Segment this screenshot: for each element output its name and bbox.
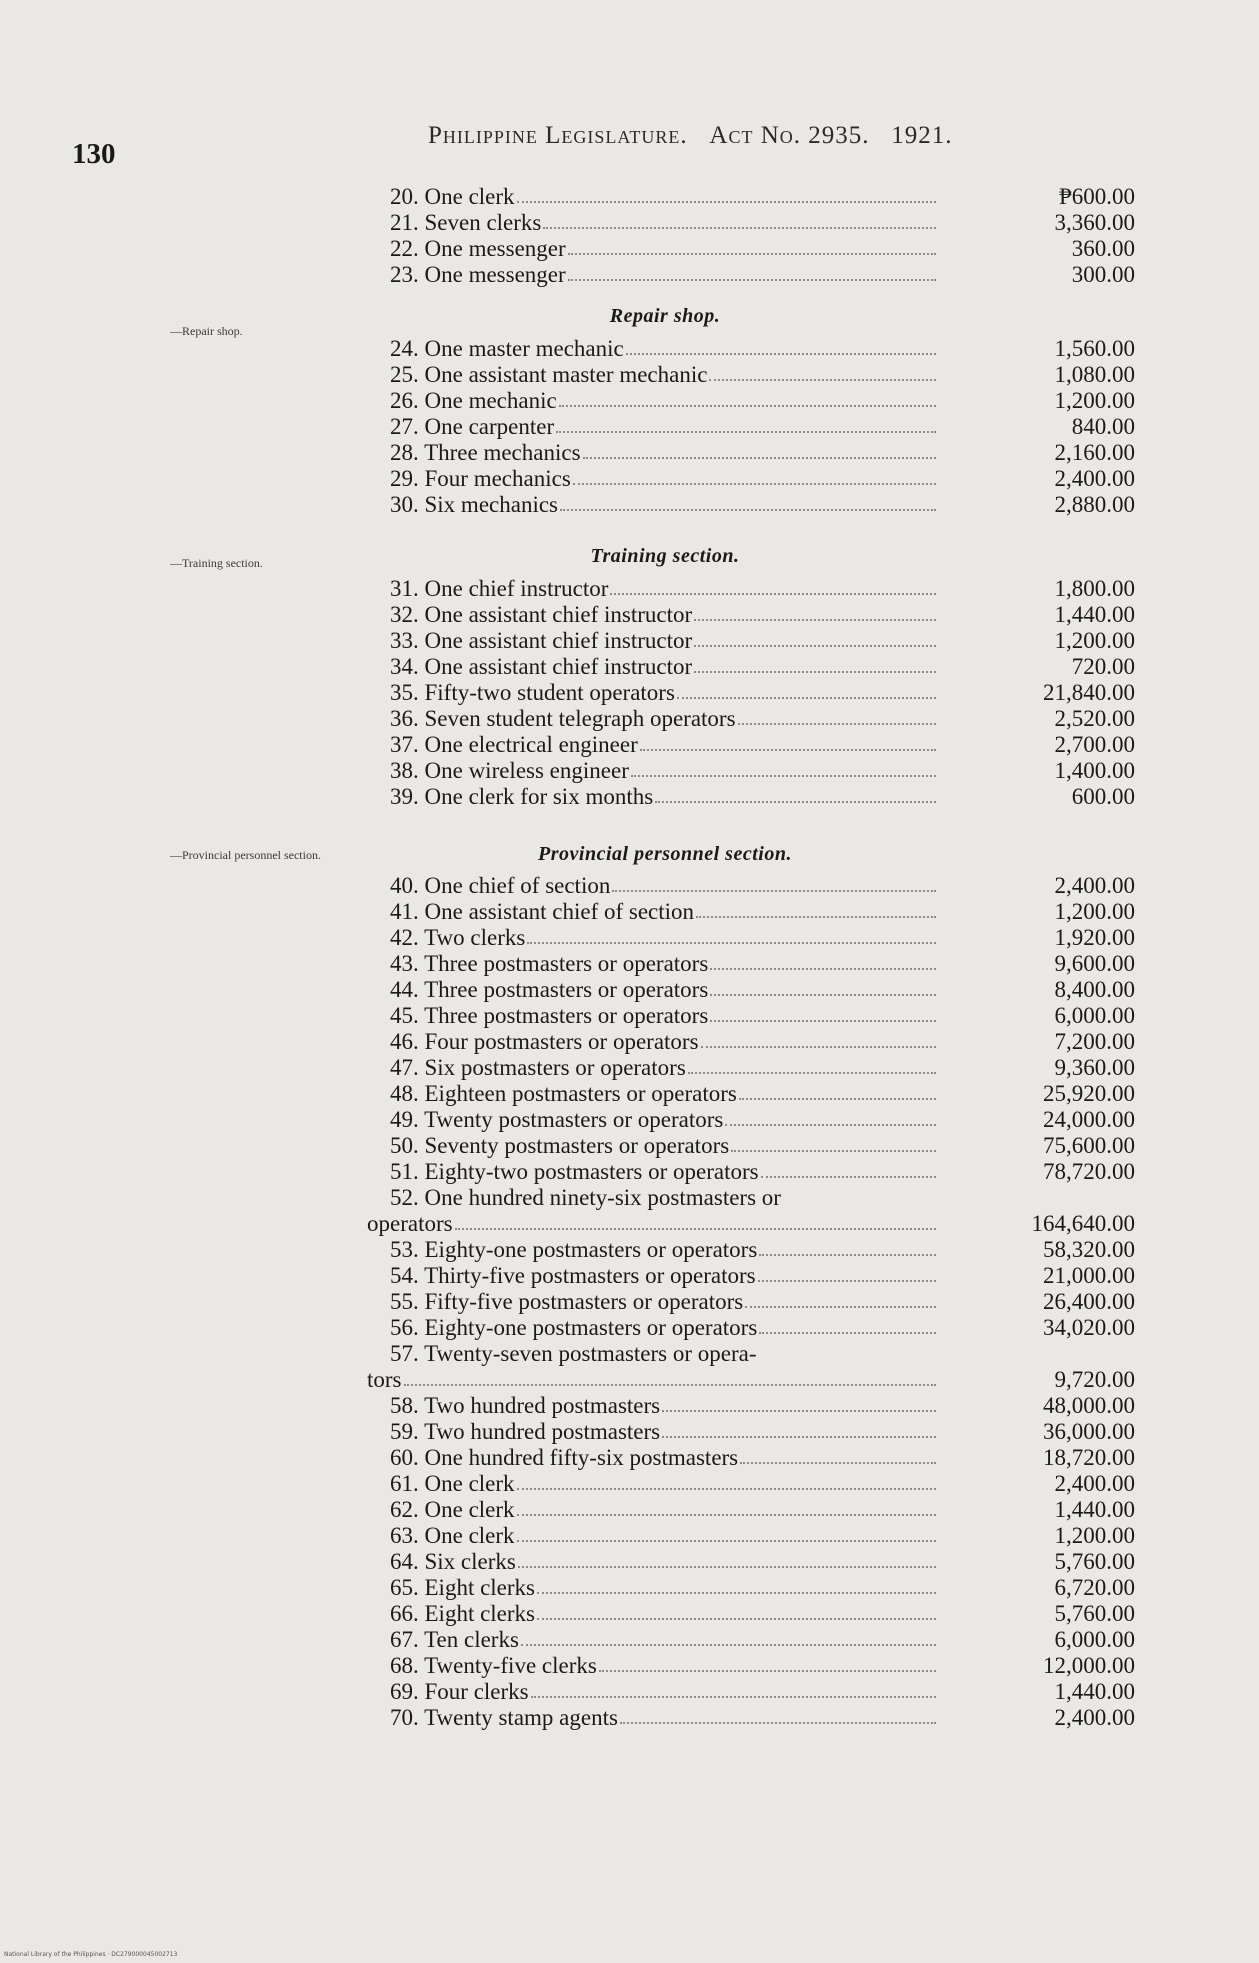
item-description (390, 1704, 940, 1731)
table-row (0, 1574, 1259, 1601)
scan-credit: National Library of the Philippines · DC279000045002713 (4, 1951, 178, 1958)
table-row (0, 1626, 1259, 1653)
running-head (428, 122, 1068, 150)
table-row (0, 1236, 1259, 1263)
dot-leader (455, 1228, 936, 1230)
dot-leader (694, 645, 936, 647)
dot-leader (694, 671, 936, 673)
item-text: 58. Two hundred postmasters (390, 1393, 661, 1418)
item-description (390, 183, 940, 210)
item-description (390, 950, 940, 977)
table-row (0, 439, 1259, 466)
dot-leader (694, 619, 936, 621)
item-text: 31. One chief instructor (390, 576, 609, 601)
item-text: 47. Six postmasters or operators (390, 1055, 686, 1080)
item-text: 68. Twenty-five clerks (390, 1653, 597, 1678)
item-amount: 2,400.00 (1054, 873, 1135, 898)
item-text: 25. One assistant master mechanic (390, 362, 708, 387)
dot-leader (556, 431, 936, 433)
margin-note-provincial-personnel: —Provincial personnel section. (170, 848, 321, 862)
item-amount: 78,720.00 (1043, 1159, 1135, 1184)
table-row (0, 1080, 1259, 1107)
item-text: 44. Three postmasters or operators (390, 977, 709, 1002)
item-text: 54. Thirty-five postmasters or operators (390, 1263, 756, 1288)
table-row (0, 1496, 1259, 1523)
item-amount: 360.00 (1071, 236, 1135, 261)
item-amount: 26,400.00 (1043, 1289, 1135, 1314)
item-text: 29. Four mechanics (390, 466, 571, 491)
table-row (0, 1678, 1259, 1705)
table-row (0, 1600, 1259, 1627)
section-heading-training-section: Training section. (590, 545, 740, 567)
item-text: 32. One assistant chief instructor (390, 602, 693, 627)
dot-leader (543, 227, 936, 229)
item-text: 41. One assistant chief of section (390, 899, 695, 924)
item-text: 49. Twenty postmasters or operators (390, 1107, 724, 1132)
item-amount: 2,700.00 (1054, 732, 1135, 757)
item-amount: 21,840.00 (1043, 680, 1135, 705)
item-description (390, 1288, 940, 1315)
item-amount: 58,320.00 (1043, 1237, 1135, 1262)
item-text: 55. Fifty-five postmasters or operators (390, 1289, 744, 1314)
item-description (390, 1054, 940, 1081)
item-description (390, 1262, 940, 1289)
item-text: 51. Eighty-two postmasters or operators (390, 1159, 759, 1184)
item-amount: 840.00 (1071, 414, 1135, 439)
dot-leader (559, 405, 936, 407)
item-text: 59. Two hundred postmasters (390, 1419, 661, 1444)
item-text: 35. Fifty-two student operators (390, 680, 675, 705)
item-amount: 1,440.00 (1054, 1679, 1135, 1704)
table-row (0, 235, 1259, 262)
item-description (390, 1158, 940, 1185)
table-row (0, 1054, 1259, 1081)
item-description (390, 1418, 940, 1445)
item-text: 33. One assistant chief instructor (390, 628, 693, 653)
item-text: tors (367, 1367, 402, 1392)
item-amount: 36,000.00 (1043, 1419, 1135, 1444)
table-row (0, 183, 1259, 210)
item-amount: 1,800.00 (1054, 576, 1135, 601)
item-description (390, 1652, 940, 1679)
item-amount: 5,760.00 (1054, 1601, 1135, 1626)
table-row (0, 783, 1259, 810)
item-description (390, 1314, 940, 1341)
table-row (0, 1132, 1259, 1159)
dot-leader (517, 1514, 936, 1516)
dot-leader (696, 916, 936, 918)
dot-leader (626, 353, 936, 355)
page-number: 130 (72, 138, 116, 170)
dot-leader (677, 697, 936, 699)
dot-leader (631, 775, 936, 777)
item-description (390, 1548, 940, 1575)
item-text: 23. One messenger (390, 262, 566, 287)
table-row (0, 1184, 1259, 1211)
item-text: 50. Seventy postmasters or operators (390, 1133, 730, 1158)
item-description (390, 705, 940, 732)
item-amount: 6,720.00 (1054, 1575, 1135, 1600)
item-description (390, 361, 940, 388)
table-row (0, 1158, 1259, 1185)
item-description (390, 1444, 940, 1471)
dot-leader (701, 1046, 936, 1048)
table-row (0, 1366, 1259, 1393)
item-description (390, 1496, 940, 1523)
table-row (0, 1028, 1259, 1055)
dot-leader (568, 253, 936, 255)
dot-leader (710, 968, 936, 970)
item-description (390, 575, 940, 602)
item-description (390, 387, 940, 414)
item-amount: 24,000.00 (1043, 1107, 1135, 1132)
item-amount: 1,200.00 (1054, 388, 1135, 413)
item-amount: 164,640.00 (1031, 1211, 1135, 1236)
item-amount: 75,600.00 (1043, 1133, 1135, 1158)
item-text: 38. One wireless engineer (390, 758, 629, 783)
dot-leader (725, 1124, 936, 1126)
item-description (390, 679, 940, 706)
item-text: 34. One assistant chief instructor (390, 654, 693, 679)
dot-leader (709, 379, 936, 381)
item-text: 70. Twenty stamp agents (390, 1705, 618, 1730)
dot-leader (573, 483, 936, 485)
item-amount: 25,920.00 (1043, 1081, 1135, 1106)
dot-leader (662, 1410, 936, 1412)
item-description (367, 1210, 940, 1237)
item-text: 45. Three postmasters or operators (390, 1003, 709, 1028)
table-row (0, 1652, 1259, 1679)
running-head-year: 1921. (891, 122, 953, 149)
item-text: 43. Three postmasters or operators (390, 951, 709, 976)
item-description (390, 731, 940, 758)
item-text: 66. Eight clerks (390, 1601, 535, 1626)
item-text: 20. One clerk (390, 184, 515, 209)
dot-leader (655, 801, 936, 803)
dot-leader (620, 1722, 936, 1724)
item-text: 56. Eighty-one postmasters or operators (390, 1315, 758, 1340)
section-heading-repair-shop: Repair shop. (609, 305, 721, 327)
item-description (390, 235, 940, 262)
item-description (390, 1002, 940, 1029)
dot-leader (531, 1696, 936, 1698)
table-row (0, 705, 1259, 732)
item-text: 57. Twenty-seven postmasters or opera- (390, 1341, 757, 1366)
item-amount: 8,400.00 (1054, 977, 1135, 1002)
item-text: 24. One master mechanic (390, 336, 624, 361)
item-text: 27. One carpenter (390, 414, 555, 439)
item-description (390, 1392, 940, 1419)
table-row (0, 575, 1259, 602)
item-text: 53. Eighty-one postmasters or operators (390, 1237, 758, 1262)
dot-leader (610, 593, 936, 595)
item-text: 46. Four postmasters or operators (390, 1029, 699, 1054)
item-description (390, 1678, 940, 1705)
table-row (0, 1548, 1259, 1575)
item-amount: 21,000.00 (1043, 1263, 1135, 1288)
dot-leader (518, 1566, 936, 1568)
item-text: 48. Eighteen postmasters or operators (390, 1081, 737, 1106)
running-head-act: Act No. 2935. (709, 122, 870, 149)
item-description (390, 1106, 940, 1133)
item-description (390, 898, 940, 925)
table-row (0, 627, 1259, 654)
item-amount: 2,160.00 (1054, 440, 1135, 465)
item-amount: 1,920.00 (1054, 925, 1135, 950)
item-amount: 18,720.00 (1043, 1445, 1135, 1470)
dot-leader (537, 1592, 936, 1594)
item-text: 39. One clerk for six months (390, 784, 654, 809)
item-description (390, 872, 940, 899)
item-amount: 600.00 (1071, 784, 1135, 809)
item-amount: 2,400.00 (1054, 1705, 1135, 1730)
dot-leader (710, 1020, 936, 1022)
item-text: 64. Six clerks (390, 1549, 516, 1574)
item-amount: 9,600.00 (1054, 951, 1135, 976)
table-row (0, 261, 1259, 288)
table-row (0, 361, 1259, 388)
table-row (0, 731, 1259, 758)
item-description (390, 976, 940, 1003)
item-description (390, 1600, 940, 1627)
item-description (390, 1184, 940, 1211)
item-description (390, 1574, 940, 1601)
item-description (367, 1366, 940, 1393)
item-text: 65. Eight clerks (390, 1575, 535, 1600)
table-row (0, 1704, 1259, 1731)
table-row (0, 387, 1259, 414)
dot-leader (517, 201, 936, 203)
item-description (390, 209, 940, 236)
item-amount: 2,880.00 (1054, 492, 1135, 517)
dot-leader (731, 1150, 936, 1152)
item-amount: 1,440.00 (1054, 602, 1135, 627)
item-description (390, 1470, 940, 1497)
table-row (0, 653, 1259, 680)
table-row (0, 1418, 1259, 1445)
item-amount: 1,200.00 (1054, 899, 1135, 924)
item-text: 42. Two clerks (390, 925, 526, 950)
item-description (390, 1028, 940, 1055)
item-text: 69. Four clerks (390, 1679, 529, 1704)
dot-leader (521, 1644, 936, 1646)
dot-leader (740, 1462, 936, 1464)
table-row (0, 1314, 1259, 1341)
margin-note-repair-shop: —Repair shop. (170, 324, 243, 338)
item-text: 52. One hundred ninety-six postmasters or (390, 1185, 781, 1210)
dot-leader (560, 509, 936, 511)
item-amount: 9,360.00 (1054, 1055, 1135, 1080)
item-description (390, 1522, 940, 1549)
table-row (0, 757, 1259, 784)
item-text: 62. One clerk (390, 1497, 515, 1522)
item-amount: 2,400.00 (1054, 466, 1135, 491)
dot-leader (517, 1488, 936, 1490)
item-description (390, 757, 940, 784)
dot-leader (758, 1280, 936, 1282)
table-row (0, 1210, 1259, 1237)
dot-leader (527, 942, 936, 944)
item-amount: 720.00 (1071, 654, 1135, 679)
item-description (390, 1080, 940, 1107)
table-row (0, 465, 1259, 492)
table-row (0, 898, 1259, 925)
item-amount: 1,400.00 (1054, 758, 1135, 783)
table-row (0, 1106, 1259, 1133)
item-description (390, 335, 940, 362)
item-amount: 6,000.00 (1054, 1003, 1135, 1028)
item-description (390, 465, 940, 492)
dot-leader (640, 749, 936, 751)
table-row (0, 335, 1259, 362)
dot-leader (662, 1436, 936, 1438)
table-row (0, 1002, 1259, 1029)
table-row (0, 976, 1259, 1003)
table-row (0, 491, 1259, 518)
table-row (0, 1392, 1259, 1419)
dot-leader (537, 1618, 936, 1620)
item-amount: 300.00 (1071, 262, 1135, 287)
item-text: 60. One hundred fifty-six postmasters (390, 1445, 739, 1470)
table-row (0, 209, 1259, 236)
dot-leader (599, 1670, 936, 1672)
table-row (0, 1522, 1259, 1549)
dot-leader (404, 1384, 937, 1386)
margin-note-training-section: —Training section. (170, 556, 263, 570)
item-text: 21. Seven clerks (390, 210, 542, 235)
table-row (0, 1444, 1259, 1471)
item-description (390, 413, 940, 440)
item-amount: 1,200.00 (1054, 1523, 1135, 1548)
section-heading-provincial-personnel: Provincial personnel section. (538, 843, 792, 865)
item-description (390, 783, 940, 810)
item-text: 61. One clerk (390, 1471, 515, 1496)
item-description (390, 1626, 940, 1653)
dot-leader (761, 1176, 936, 1178)
item-amount: 48,000.00 (1043, 1393, 1135, 1418)
dot-leader (759, 1332, 936, 1334)
item-amount: 1,440.00 (1054, 1497, 1135, 1522)
dot-leader (583, 457, 936, 459)
item-amount: 2,400.00 (1054, 1471, 1135, 1496)
item-amount: 34,020.00 (1043, 1315, 1135, 1340)
item-amount: 7,200.00 (1054, 1029, 1135, 1054)
item-description (390, 924, 940, 951)
item-text: 22. One messenger (390, 236, 566, 261)
item-amount: 12,000.00 (1043, 1653, 1135, 1678)
item-amount: 9,720.00 (1054, 1367, 1135, 1392)
item-amount: 1,200.00 (1054, 628, 1135, 653)
item-description (390, 1236, 940, 1263)
item-text: 40. One chief of section (390, 873, 611, 898)
item-description (390, 1132, 940, 1159)
table-row (0, 872, 1259, 899)
dot-leader (710, 994, 936, 996)
item-text: 30. Six mechanics (390, 492, 558, 517)
table-row (0, 413, 1259, 440)
dot-leader (688, 1072, 936, 1074)
table-row (0, 1288, 1259, 1315)
item-text: 26. One mechanic (390, 388, 557, 413)
item-description (390, 627, 940, 654)
item-amount: ₱600.00 (1058, 184, 1135, 209)
item-text: 36. Seven student telegraph operators (390, 706, 736, 731)
dot-leader (739, 1098, 936, 1100)
table-row (0, 1340, 1259, 1367)
item-text: 28. Three mechanics (390, 440, 581, 465)
item-description (390, 601, 940, 628)
running-head-title: Philippine Legislature. (428, 122, 688, 149)
table-row (0, 924, 1259, 951)
item-amount: 1,080.00 (1054, 362, 1135, 387)
dot-leader (568, 279, 936, 281)
dot-leader (745, 1306, 936, 1308)
item-text: operators (367, 1211, 453, 1236)
item-description (390, 1340, 940, 1367)
dot-leader (759, 1254, 936, 1256)
item-text: 37. One electrical engineer (390, 732, 638, 757)
table-row (0, 950, 1259, 977)
table-row (0, 601, 1259, 628)
dot-leader (517, 1540, 936, 1542)
item-amount: 5,760.00 (1054, 1549, 1135, 1574)
item-text: 63. One clerk (390, 1523, 515, 1548)
item-description (390, 439, 940, 466)
item-amount: 6,000.00 (1054, 1627, 1135, 1652)
item-description (390, 261, 940, 288)
dot-leader (612, 890, 936, 892)
dot-leader (738, 723, 936, 725)
item-amount: 3,360.00 (1054, 210, 1135, 235)
item-amount: 1,560.00 (1054, 336, 1135, 361)
item-description (390, 653, 940, 680)
item-description (390, 491, 940, 518)
table-row (0, 1262, 1259, 1289)
item-amount: 2,520.00 (1054, 706, 1135, 731)
table-row (0, 1470, 1259, 1497)
table-row (0, 679, 1259, 706)
item-text: 67. Ten clerks (390, 1627, 519, 1652)
